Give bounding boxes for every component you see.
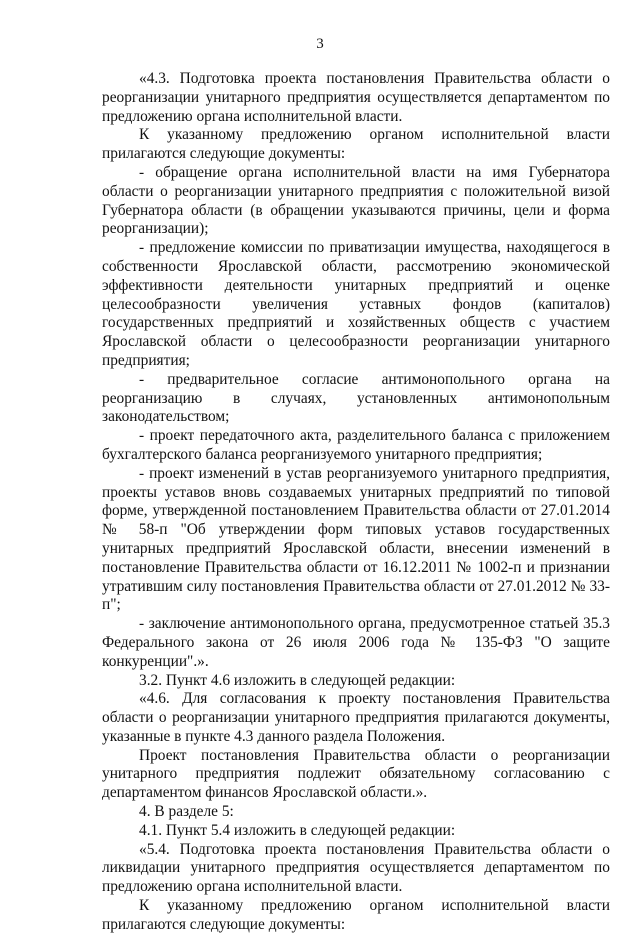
list-item-governor-appeal: - обращение органа исполнительной власти на имя Губернатора области о реорганизации унитарного предприятия с положительной визой Губернатора области (в обращении указываются причины, цели и форма реорганизации); — [102, 163, 610, 238]
list-item-privatization-commission: - предложение комиссии по приватизации имущества, находящегося в собственности Ярославской области, рассмотрению экономической эффективности деятельности унитарных предприятий и оценке целесообразности увеличения уставных фондов (капиталов) государственных предприятий и хозяйственных обществ с участием Ярославской области о целесообразности реорганизации унитарного предприятия; — [102, 239, 610, 369]
list-item-antimonopoly-conclusion: - заключение антимонопольного органа, предусмотренное статьей 35.3 Федерального закона от 26 июля 2006 года № 135-ФЗ "О защите конкуренции".». — [102, 615, 610, 670]
paragraph-4-6: «4.6. Для согласования к проекту постановления Правительства области о реорганизации унитарного предприятия прилагаются документы, указанные в пункте 4.3 данного раздела Положения. — [102, 690, 610, 745]
paragraph-documents-intro-2: К указанному предложению органом исполнительной власти прилагаются следующие документы: — [102, 897, 610, 933]
paragraph-4-3: «4.3. Подготовка проекта постановления Правительства области о реорганизации унитарного предприятия осуществляется департаментом по предложению органа исполнительной власти. — [102, 70, 610, 125]
paragraph-documents-intro: К указанному предложению органом исполнительной власти прилагаются следующие документы: — [102, 126, 610, 163]
paragraph-3-2: 3.2. Пункт 4.6 изложить в следующей редакции: — [139, 671, 456, 689]
document-body — [102, 70, 610, 935]
list-item-antimonopoly-consent: - предварительное согласие антимонопольного органа на реорганизацию в случаях, установленных антимонопольным законодательством; — [102, 370, 610, 426]
paragraph-section-5: 4. В разделе 5: — [139, 803, 234, 821]
paragraph-5-4: «5.4. Подготовка проекта постановления Правительства области о ликвидации унитарного предприятия осуществляется департаментом по предложению органа исполнительной власти. — [102, 840, 610, 896]
list-item-transfer-act: - проект передаточного акта, разделительного баланса с приложением бухгалтерского баланса реорганизуемого унитарного предприятия; — [102, 427, 610, 463]
page-number: 3 — [316, 36, 324, 52]
paragraph-4-1: 4.1. Пункт 5.4 изложить в следующей редакции: — [139, 821, 456, 839]
list-item-charter-changes: - проект изменений в устав реорганизуемого унитарного предприятия, проекты уставов вновь создаваемых унитарных предприятий по типовой форме, утвержденной постановлением Правительства области от 27.01.2014 № 58-п "Об утверждении форм типовых уставов государственных унитарных предприятий Ярославской области, внесении изменений в постановление Правительства области от 16.12.2011 № 1002-п и признании утратившим силу постановления Правительства области от 27.01.2012 № 33-п"; — [102, 464, 610, 614]
paragraph-finance-approval: Проект постановления Правительства области о реорганизации унитарного предприятия подлежит обязательному согласованию с департаментом финансов Ярославской области.». — [102, 746, 610, 802]
